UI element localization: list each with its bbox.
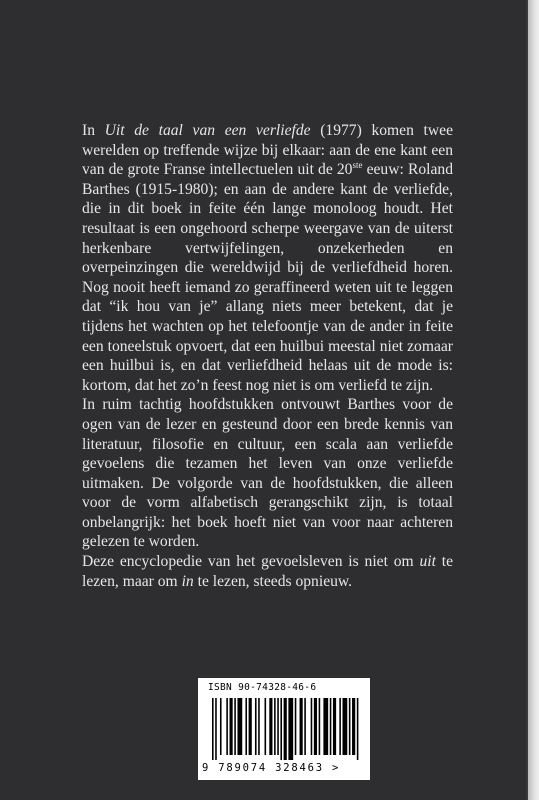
- blurb-p1-after-title: (1977) komen twee werelden op treffende wijze bij elkaar: aan de ene kant een van de grote Franse intellectuelen uit de 20: [82, 122, 453, 179]
- barcode-bar: [311, 698, 313, 755]
- barcode-bar: [234, 698, 236, 755]
- barcode-bar: [230, 698, 233, 755]
- barcode-bar: [237, 698, 242, 755]
- book-title: Uit de taal van een verliefde: [104, 122, 311, 139]
- barcode-bar: [342, 698, 347, 755]
- blurb-in-word: In: [82, 122, 105, 139]
- blurb-p3-part-e: te lezen, steeds opnieuw.: [193, 572, 353, 590]
- blurb-paragraph-3: [82, 552, 453, 591]
- blurb-p3-italic-uit: uit: [419, 553, 436, 571]
- barcode-bar: [274, 698, 276, 755]
- barcode-bar: [339, 698, 341, 755]
- barcode-bar: [265, 698, 267, 755]
- barcode-bar: [258, 698, 260, 755]
- blurb-p3-part-c: te lezen, maar om: [82, 553, 453, 590]
- barcode-bar: [349, 698, 351, 755]
- barcode-bar: [300, 698, 303, 755]
- blurb-p3-italic-in: in: [181, 572, 194, 590]
- isbn-label: ISBN 90-74328-46-6: [208, 682, 317, 693]
- barcode-bar: [269, 698, 272, 755]
- barcode-bar: [352, 698, 355, 755]
- blurb-p1-rest: eeuw: Roland Barthes (1915-1980); en aan de andere kant de verliefde, die in dit boek in feite één lange monoloog houdt. Het resultaat is een ongehoord scherpe weergave van de uiterst herkenbare vertwijfelingen, onzekerheden en overpeinzingen die wereldwijd bij de verliefdheid horen. Nog nooit heeft iemand zo geraffineerd weten uit te leggen dat “ik hou van je” allang niets meer betekent, dat je tijdens het wachten op het telefoontje van de ander in feite een toneelstuk opvoert, dat een huilbui meestal niet zomaar een huilbui is, en dat verliefdheid helaas uit de mode is: kortom, dat het zo’n feest nog niet is om verliefd te zijn.: [82, 161, 453, 394]
- page-edge: [528, 0, 539, 800]
- barcode-bar: [212, 698, 214, 760]
- blurb-p3-part-a: Deze encyclopedie van het gevoelsleven is niet om: [82, 553, 420, 571]
- century-superscript: ste: [352, 160, 363, 171]
- barcode-bar: [226, 698, 228, 755]
- barcode-icon: [212, 698, 360, 760]
- barcode-bar: [288, 698, 293, 760]
- isbn-barcode-box: [198, 678, 370, 780]
- barcode-bar: [304, 698, 306, 755]
- barcode-bar: [295, 698, 297, 755]
- barcode-bar: [357, 698, 359, 760]
- blurb-paragraph-1: [82, 121, 453, 395]
- barcode-bar: [284, 698, 287, 760]
- barcode-bar: [277, 698, 279, 755]
- back-cover-blurb: [82, 121, 453, 591]
- barcode-bar: [330, 698, 332, 755]
- barcode-bar: [323, 698, 328, 755]
- barcode-bar: [245, 698, 247, 755]
- barcode-bar: [215, 698, 217, 760]
- blurb-paragraph-2: In ruim tachtig hoofdstukken ontvouwt Barthes voor de ogen van de lezer en gesteund door een brede kennis van literatuur, filosofie en cultuur, een scala aan verliefde gevoelens die tezamen het leven van onze verliefde uitmaken. De volgorde van de hoofdstukken, die alleen voor de vorm alfabetisch gerangschikt zijn, is totaal onbelangrijk: het boek hoeft niet van voor naar achteren gelezen te worden.: [82, 396, 453, 551]
- barcode-bar: [249, 698, 252, 755]
- barcode-bar: [280, 698, 282, 760]
- barcode-bar: [314, 698, 317, 755]
- barcode-bar: [319, 698, 321, 755]
- ean-number: 9 789074 328463 >: [202, 762, 341, 774]
- barcode-bar: [255, 698, 257, 755]
- barcode-bar: [220, 698, 222, 755]
- barcode-bar: [333, 698, 336, 755]
